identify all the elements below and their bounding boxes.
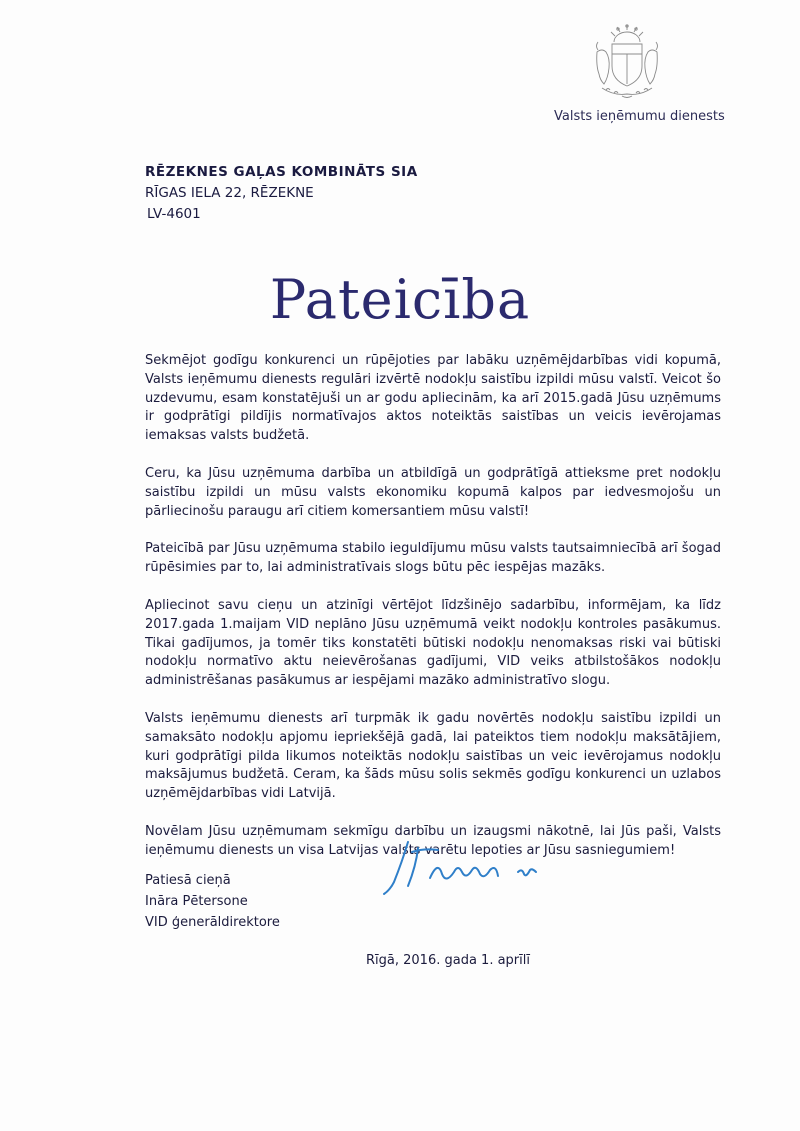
paragraph: Apliecinot savu cieņu un atzinīgi vērtējot līdzšinējo sadarbību, informējam, ka līdz 2017.gada 1.maijam VID neplāno Jūsu uzņēmumā veikt nodokļu kontroles pasākumus. Tikai gadījumos, ja tomēr tiks konstatēti būtiski nodokļu nenomaksas riski vai būtiski nodokļu normatīvo aktu neievērošanas gadījumi, VID veiks atbilstošākos nodokļu administrēšanas pasākumus ar iespējami mazāko administratīvo slogu. (145, 597, 721, 689)
signer-name: Ināra Pētersone (145, 894, 248, 909)
closing-block (145, 870, 280, 933)
letter-body (145, 352, 721, 880)
place-and-date: Rīgā, 2016. gada 1. aprīlī (366, 953, 530, 968)
recipient-street: RĪGAS IELA 22, RĒZEKNE (145, 185, 314, 201)
recipient-address (145, 162, 418, 225)
paragraph: Sekmējot godīgu konkurenci un rūpējoties par labāku uzņēmējdarbības vidi kopumā, Valsts ieņēmumu dienests regulāri izvērtē nodokļu saistību izpildi mūsu valstī. Veicot šo uzdevumu, esam konstatējuši un ar godu apliecinām, ka arī 2015.gadā Jūsu uzņēmums ir godprātīgi pildījis normatīvajos aktos noteiktās saistības un veicis ievērojamas iemaksas valsts budžetā. (145, 353, 721, 444)
salutation: Patiesā cieņā (145, 873, 231, 888)
signature-icon (368, 838, 548, 898)
letter-title: Pateicība (269, 268, 531, 331)
signer-title: VID ģenerāldirektore (145, 915, 280, 930)
paragraph: Pateicībā par Jūsu uzņēmuma stabilo ieguldījumu mūsu valsts tautsaimniecībā arī šogad rūpēsimies par to, lai administratīvais slogs būtu pēc iespējas mazāks. (145, 541, 721, 576)
paragraph: Novēlam Jūsu uzņēmumam sekmīgu darbību un izaugsmi nākotnē, lai Jūs paši, Valsts ieņēmumu dienests un visa Latvijas valsts varētu lepoties ar Jūsu sasniegumiem! (145, 823, 721, 858)
coat-of-arms-icon (592, 22, 662, 100)
paragraph: Ceru, ka Jūsu uzņēmuma darbība un atbildīgā un godprātīgā attieksme pret nodokļu saistību izpildi un mūsu valsts ekonomiku kopumā kalpos par iedvesmojošu un pārliecinošu paraugu arī citiem komersantiem mūsu valstī! (145, 465, 721, 519)
recipient-company: RĒZEKNES GAĻAS KOMBINĀTS SIA (145, 164, 418, 180)
paragraph: Valsts ieņēmumu dienests arī turpmāk ik gadu novērtēs nodokļu saistību izpildi un samaksāto nodokļu apjomu iepriekšējā gadā, lai pateiktos tiem nodokļu maksātājiem, kuri godprātīgi pilda likumos noteiktās nodokļu saistības un veic ievērojamus nodokļu maksājumus budžetā. Ceram, ka šāds mūsu solis sekmēs godīgu konkurenci un uzlabos uzņēmējdarbības vidi Latvijā. (145, 710, 721, 802)
agency-name: Valsts ieņēmumu dienests (554, 109, 725, 124)
recipient-postal-code: LV-4601 (147, 206, 201, 222)
